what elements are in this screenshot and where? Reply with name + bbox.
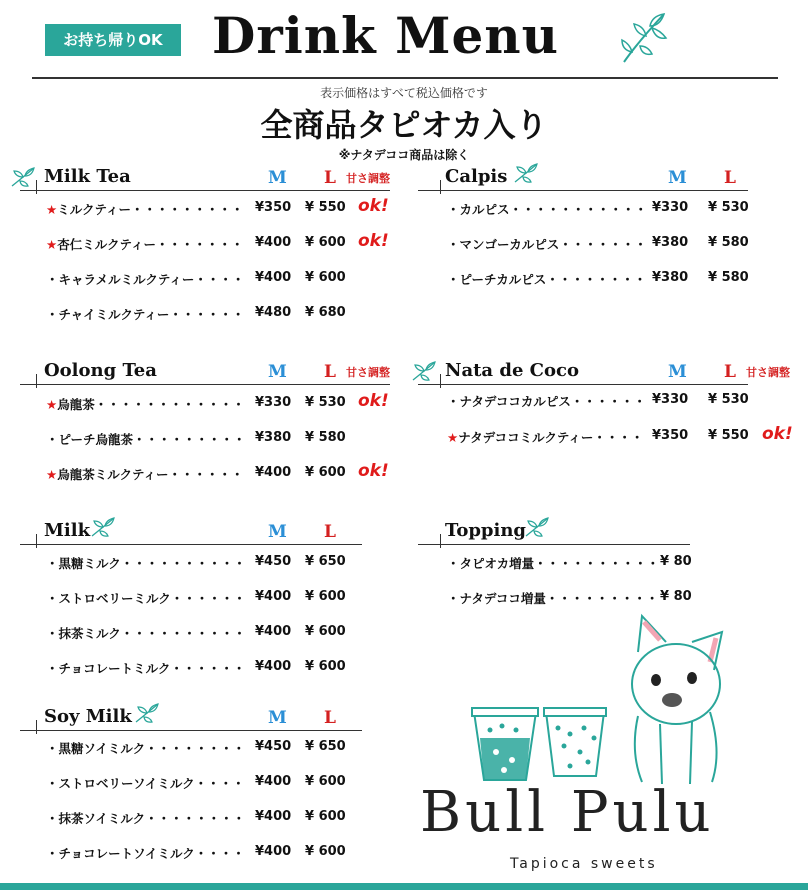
exclusion-note: ※ナタデココ商品は除く xyxy=(338,148,470,162)
item-name: 烏龍茶・・・・・・・・・・・・ xyxy=(57,397,245,412)
menu-item-soy-1 xyxy=(46,774,245,792)
menu-item-milk-3 xyxy=(46,659,245,677)
section-divider-milk_tea xyxy=(20,190,390,191)
section-rule-topping xyxy=(440,534,441,548)
bullet: ・ xyxy=(46,272,59,287)
price-m-milk-1: ¥400 xyxy=(255,589,292,604)
size-l-header-milk: L xyxy=(324,522,336,542)
price-l-milk-2: ¥ 600 xyxy=(305,624,346,639)
item-name: キャラメルミルクティー・・・・ xyxy=(58,272,245,287)
price-l-soy-1: ¥ 600 xyxy=(305,774,346,789)
tax-note: 表示価格はすべて税込価格です xyxy=(320,86,488,100)
item-name: ナタデココミルクティー・・・・ xyxy=(458,430,644,445)
leaf-sprig-icon xyxy=(411,360,437,382)
price-l-soy-2: ¥ 600 xyxy=(305,809,346,824)
bullet: ・ xyxy=(46,846,59,861)
bullet: ・ xyxy=(46,741,59,756)
bullet: ・ xyxy=(46,591,59,606)
menu-item-milk-1 xyxy=(46,589,246,607)
size-m-header-milk: M xyxy=(268,522,287,542)
item-name: チョコレートソイミルク・・・・ xyxy=(58,846,245,861)
section-rule-nata xyxy=(440,374,441,388)
price-l-milk_tea-2: ¥ 600 xyxy=(305,270,346,285)
size-m-header-milk_tea: M xyxy=(268,168,287,188)
size-m-header-oolong: M xyxy=(268,362,287,382)
menu-item-milk_tea-3 xyxy=(46,305,244,323)
menu-item-milk_tea-1 xyxy=(46,235,243,253)
item-name: 烏龍茶ミルクティー・・・・・・ xyxy=(57,467,244,482)
leaf-sprig-icon xyxy=(513,162,539,184)
section-title-calpis: Calpis xyxy=(445,166,508,187)
item-name: ミルクティー・・・・・・・・・ xyxy=(57,202,244,217)
section-divider-soy xyxy=(20,730,362,731)
star-icon: ★ xyxy=(46,237,58,252)
price-l-milk-0: ¥ 650 xyxy=(305,554,346,569)
star-icon: ★ xyxy=(46,397,58,412)
price-m-milk_tea-1: ¥400 xyxy=(255,235,292,250)
bullet: ・ xyxy=(447,237,460,252)
price-m-milk_tea-2: ¥400 xyxy=(255,270,292,285)
price-l-nata-0: ¥ 530 xyxy=(708,392,749,407)
item-name: ナタデココ増量・・・・・・・・・ xyxy=(459,591,659,606)
bullet: ・ xyxy=(447,202,460,217)
menu-item-soy-3 xyxy=(46,844,245,862)
size-l-header-calpis: L xyxy=(724,168,736,188)
price-l-milk-1: ¥ 600 xyxy=(305,589,346,604)
bullet: ・ xyxy=(447,272,460,287)
price-l-milk_tea-1: ¥ 600 xyxy=(305,235,346,250)
menu-item-milk_tea-2 xyxy=(46,270,244,288)
bullet: ・ xyxy=(46,661,59,676)
ok-badge-oolong-2: ok! xyxy=(358,461,389,481)
sweetness-note-oolong: 甘さ調整 xyxy=(346,366,390,379)
bullet: ・ xyxy=(46,556,59,571)
price-m-oolong-1: ¥380 xyxy=(255,430,292,445)
brand-name: Bull Pulu xyxy=(420,780,715,845)
size-m-header-calpis: M xyxy=(668,168,687,188)
menu-item-topping-1 xyxy=(447,589,658,607)
price-l-milk_tea-0: ¥ 550 xyxy=(305,200,346,215)
price-m-milk_tea-0: ¥350 xyxy=(255,200,292,215)
leaf-sprig-icon xyxy=(10,166,36,188)
bullet: ・ xyxy=(447,591,460,606)
leaf-sprig-icon xyxy=(134,702,160,724)
menu-item-calpis-1 xyxy=(447,235,647,253)
item-name: チョコレートミルク・・・・・・ xyxy=(58,661,246,676)
star-icon: ★ xyxy=(46,467,58,482)
leaf-sprig-icon xyxy=(90,516,116,538)
bullet: ・ xyxy=(46,307,59,322)
takeout-badge: お持ち帰りOK xyxy=(45,24,181,56)
item-name: 抹茶ミルク・・・・・・・・・・ xyxy=(58,626,246,641)
menu-item-soy-2 xyxy=(46,809,245,827)
menu-item-oolong-0 xyxy=(46,395,245,413)
price-l-milk-3: ¥ 600 xyxy=(305,659,346,674)
menu-item-oolong-1 xyxy=(46,430,246,448)
bubble-tea-illustration xyxy=(470,612,770,790)
star-icon: ★ xyxy=(447,430,459,445)
section-title-topping: Topping xyxy=(445,520,527,541)
item-name: マンゴーカルピス・・・・・・・ xyxy=(459,237,647,252)
bullet: ・ xyxy=(46,432,59,447)
price-m-soy-3: ¥400 xyxy=(255,844,292,859)
item-name: 抹茶ソイミルク・・・・・・・・ xyxy=(58,811,246,826)
star-icon: ★ xyxy=(46,202,58,217)
size-m-header-soy: M xyxy=(268,708,287,728)
section-title-soy: Soy Milk xyxy=(44,706,132,727)
bubble-tea-cup-icon xyxy=(472,708,538,780)
menu-item-topping-0 xyxy=(447,554,659,572)
menu-item-soy-0 xyxy=(46,739,245,757)
item-name: ナタデココカルピス・・・・・・ xyxy=(459,394,646,409)
size-l-header-oolong: L xyxy=(324,362,336,382)
price-m-milk-3: ¥400 xyxy=(255,659,292,674)
item-name: ピーチ烏龍茶・・・・・・・・・ xyxy=(58,432,246,447)
section-title-oolong: Oolong Tea xyxy=(44,360,157,381)
price-m-milk_tea-3: ¥480 xyxy=(255,305,292,320)
ok-badge-oolong-0: ok! xyxy=(358,391,389,411)
menu-item-milk-0 xyxy=(46,554,246,572)
price-m-milk-2: ¥400 xyxy=(255,624,292,639)
price-l-soy-0: ¥ 650 xyxy=(305,739,346,754)
price-m-calpis-2: ¥380 xyxy=(652,270,689,285)
price-l-oolong-1: ¥ 580 xyxy=(305,430,346,445)
bubble-tea-cup-icon xyxy=(544,708,606,776)
bullet: ・ xyxy=(46,626,59,641)
item-name: ピーチカルピス・・・・・・・・ xyxy=(459,272,647,287)
section-divider-milk xyxy=(20,544,362,545)
section-divider-calpis xyxy=(418,190,748,191)
section-rule-milk_tea xyxy=(36,180,37,194)
item-name: 杏仁ミルクティー・・・・・・・ xyxy=(57,237,244,252)
bullet: ・ xyxy=(447,394,460,409)
section-rule-soy xyxy=(36,720,37,734)
item-name: 黒糖ミルク・・・・・・・・・・ xyxy=(58,556,246,571)
bullet: ・ xyxy=(46,811,59,826)
section-divider-nata xyxy=(418,384,748,385)
ok-badge-milk_tea-1: ok! xyxy=(358,231,389,251)
price-m-nata-1: ¥350 xyxy=(652,428,689,443)
price-topping-1: ¥ 80 xyxy=(660,589,692,604)
price-l-calpis-2: ¥ 580 xyxy=(708,270,749,285)
brand-tagline: Tapioca sweets xyxy=(510,856,658,872)
item-name: カルピス・・・・・・・・・・・ xyxy=(459,202,648,217)
bullet: ・ xyxy=(46,776,59,791)
price-l-nata-1: ¥ 550 xyxy=(708,428,749,443)
bullet: ・ xyxy=(447,556,460,571)
headline: 全商品タピオカ入り xyxy=(260,106,548,144)
item-name: ストロベリーソイミルク・・・・ xyxy=(58,776,245,791)
ok-badge-nata-1: ok! xyxy=(762,424,793,444)
price-l-oolong-2: ¥ 600 xyxy=(305,465,346,480)
french-bulldog-illustration xyxy=(632,616,722,784)
size-l-header-soy: L xyxy=(324,708,336,728)
section-title-milk: Milk xyxy=(44,520,91,541)
section-divider-oolong xyxy=(20,384,390,385)
section-rule-calpis xyxy=(440,180,441,194)
leaf-sprig-icon xyxy=(618,6,674,66)
section-rule-milk xyxy=(36,534,37,548)
price-topping-0: ¥ 80 xyxy=(660,554,692,569)
section-title-milk_tea: Milk Tea xyxy=(44,166,131,187)
item-name: 黒糖ソイミルク・・・・・・・・ xyxy=(58,741,246,756)
section-divider-topping xyxy=(418,544,690,545)
page-title: Drink Menu xyxy=(212,6,559,65)
menu-item-milk-2 xyxy=(46,624,246,642)
price-m-oolong-0: ¥330 xyxy=(255,395,292,410)
price-l-calpis-1: ¥ 580 xyxy=(708,235,749,250)
size-l-header-nata: L xyxy=(724,362,736,382)
menu-item-milk_tea-0 xyxy=(46,200,243,218)
price-m-calpis-0: ¥330 xyxy=(652,200,689,215)
menu-item-nata-0 xyxy=(447,392,646,410)
menu-item-calpis-2 xyxy=(447,270,646,288)
item-name: タピオカ増量・・・・・・・・・・ xyxy=(459,556,660,571)
sweetness-note-nata: 甘さ調整 xyxy=(746,366,790,379)
bottom-bar xyxy=(0,883,808,890)
size-m-header-nata: M xyxy=(668,362,687,382)
menu-item-nata-1 xyxy=(447,428,643,446)
price-l-soy-3: ¥ 600 xyxy=(305,844,346,859)
price-l-milk_tea-3: ¥ 680 xyxy=(305,305,346,320)
price-m-milk-0: ¥450 xyxy=(255,554,292,569)
section-title-nata: Nata de Coco xyxy=(445,360,579,381)
price-m-calpis-1: ¥380 xyxy=(652,235,689,250)
header-divider xyxy=(32,77,778,79)
price-m-soy-1: ¥400 xyxy=(255,774,292,789)
price-m-nata-0: ¥330 xyxy=(652,392,689,407)
price-l-oolong-0: ¥ 530 xyxy=(305,395,346,410)
menu-item-calpis-0 xyxy=(447,200,647,218)
item-name: ストロベリーミルク・・・・・・ xyxy=(58,591,246,606)
size-l-header-milk_tea: L xyxy=(324,168,336,188)
price-m-soy-0: ¥450 xyxy=(255,739,292,754)
item-name: チャイミルクティー・・・・・・ xyxy=(58,307,245,322)
menu-item-oolong-2 xyxy=(46,465,243,483)
price-m-soy-2: ¥400 xyxy=(255,809,292,824)
section-rule-oolong xyxy=(36,374,37,388)
leaf-sprig-icon xyxy=(524,516,550,538)
price-l-calpis-0: ¥ 530 xyxy=(708,200,749,215)
sweetness-note-milk_tea: 甘さ調整 xyxy=(346,172,390,185)
ok-badge-milk_tea-0: ok! xyxy=(358,196,389,216)
price-m-oolong-2: ¥400 xyxy=(255,465,292,480)
